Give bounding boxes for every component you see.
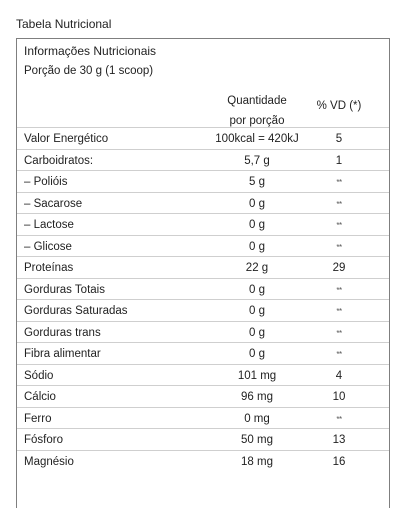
- nutrient-daily-value: **: [336, 199, 342, 209]
- nutrient-name: Valor Energético: [24, 133, 109, 145]
- nutrient-daily-value: **: [336, 328, 342, 338]
- nutrient-quantity: 0 g: [249, 305, 265, 317]
- table-row: [17, 342, 389, 364]
- column-header-quantity: [222, 91, 292, 131]
- nutrient-quantity: 101 mg: [237, 369, 277, 382]
- nutrient-daily-value: **: [336, 285, 342, 295]
- portion-size: Porção de 30 g (1 scoop): [24, 65, 154, 77]
- nutrient-quantity: 0 g: [249, 219, 265, 231]
- table-row: [17, 385, 389, 407]
- nutrient-quantity: 0 g: [249, 197, 265, 210]
- nutrient-daily-value: **: [336, 178, 342, 187]
- nutrient-daily-value: 1: [335, 154, 343, 167]
- nutrient-daily-value: 5: [335, 133, 343, 145]
- nutrient-daily-value: 13: [332, 434, 346, 446]
- nutrient-name: Gorduras Totais: [24, 283, 105, 296]
- table-row: [17, 235, 389, 257]
- table-row: [17, 299, 389, 321]
- nutrient-daily-value: **: [336, 221, 342, 230]
- table-row: [17, 278, 389, 300]
- nutrient-daily-value: 10: [332, 391, 346, 403]
- table-row: [17, 407, 389, 429]
- nutrient-name: – Polióis: [24, 176, 68, 188]
- table-row: [17, 192, 389, 214]
- nutrient-quantity: 0 mg: [244, 412, 270, 425]
- nutrient-quantity: 100kcal = 420kJ: [215, 133, 299, 145]
- column-header-vd: % VD (*): [316, 100, 362, 112]
- table-title: Informações Nutricionais: [24, 44, 157, 58]
- table-row: [17, 149, 389, 171]
- nutrient-name: – Sacarose: [24, 197, 83, 210]
- nutrient-name: Sódio: [24, 369, 54, 382]
- nutrient-name: – Glicose: [24, 240, 72, 253]
- nutrient-quantity: 22 g: [245, 262, 269, 274]
- nutrient-daily-value: **: [336, 414, 342, 424]
- nutrient-name: Gorduras Saturadas: [24, 305, 128, 317]
- nutrient-quantity: 0 g: [249, 326, 265, 339]
- nutrient-name: Proteínas: [24, 262, 74, 274]
- column-header-quantity-line2: por porção: [229, 115, 285, 127]
- nutrient-rows: [17, 127, 389, 471]
- nutrient-daily-value: 16: [332, 455, 346, 468]
- nutrient-quantity: 0 g: [249, 240, 265, 253]
- nutrient-daily-value: **: [336, 242, 342, 252]
- nutrient-daily-value: **: [336, 350, 342, 359]
- table-row: [17, 428, 389, 450]
- table-row: [17, 213, 389, 235]
- nutrient-quantity: 96 mg: [241, 391, 273, 403]
- nutrient-name: Ferro: [24, 412, 52, 425]
- nutrient-quantity: 50 mg: [241, 434, 273, 446]
- column-header-quantity-line1: Quantidade: [227, 95, 287, 107]
- nutrient-daily-value: 29: [332, 262, 346, 274]
- nutrient-quantity: 0 g: [249, 348, 265, 360]
- nutrient-quantity: 18 mg: [241, 455, 273, 468]
- table-row: [17, 170, 389, 192]
- nutrient-name: Fósforo: [24, 434, 63, 446]
- nutrient-daily-value: 4: [335, 369, 343, 382]
- nutrient-name: Fibra alimentar: [24, 348, 101, 360]
- nutrient-name: Carboidratos:: [24, 154, 94, 167]
- nutrient-quantity: 5 g: [249, 176, 265, 188]
- table-row: [17, 450, 389, 472]
- nutrient-daily-value: **: [336, 307, 342, 316]
- nutrient-name: Magnésio: [24, 455, 74, 468]
- table-row: [17, 256, 389, 278]
- nutrient-quantity: 0 g: [249, 283, 265, 296]
- table-row: [17, 364, 389, 386]
- nutrition-table: [16, 38, 390, 508]
- nutrient-name: – Lactose: [24, 219, 74, 231]
- page-title: Tabela Nutricional: [16, 17, 112, 31]
- nutrient-name: Gorduras trans: [24, 326, 101, 339]
- nutrient-quantity: 5,7 g: [244, 154, 270, 167]
- nutrient-name: Cálcio: [24, 391, 56, 403]
- table-row: [17, 127, 389, 149]
- table-row: [17, 321, 389, 343]
